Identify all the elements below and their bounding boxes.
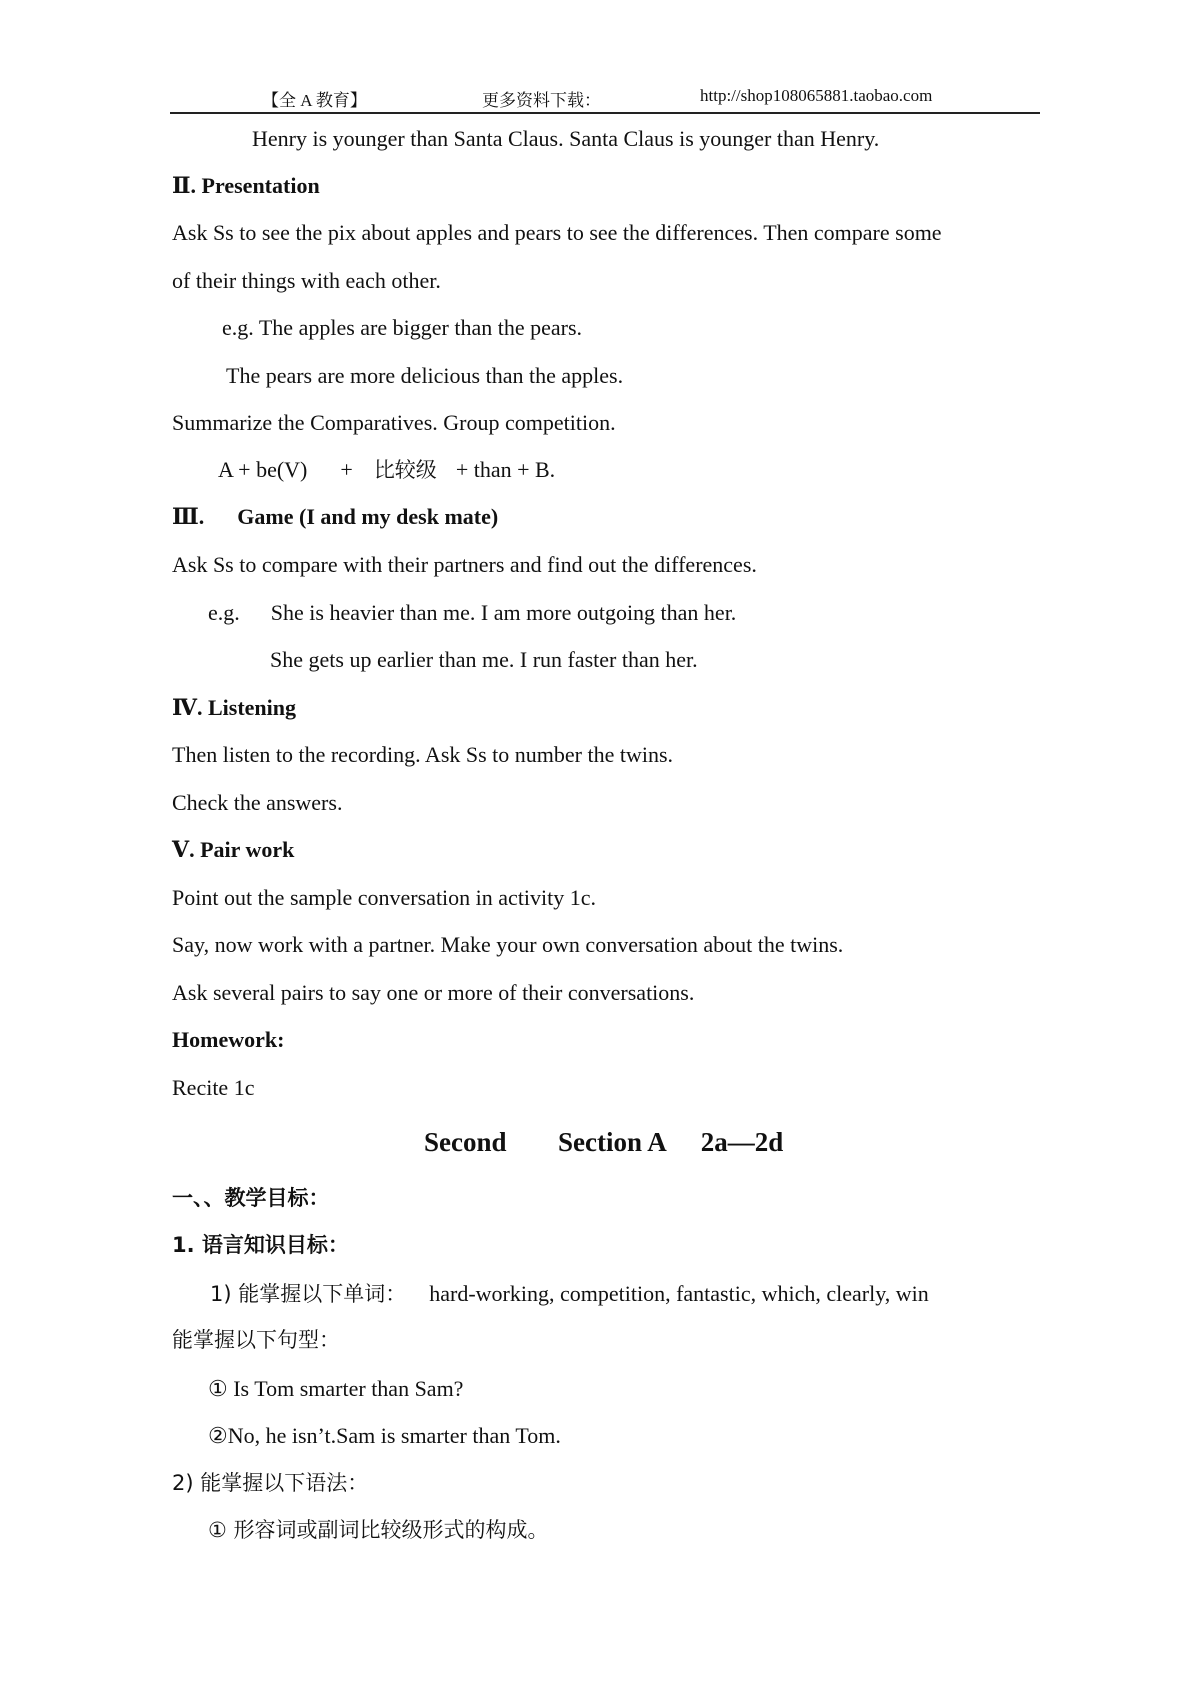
section-title-range: 2a—2d <box>700 1127 784 1157</box>
vocabulary-line <box>210 1281 929 1307</box>
formula-rest: + than + B. <box>455 457 556 482</box>
game-text: Ask Ss to compare with their partners and find out the differences. <box>172 552 757 577</box>
formula-comparative: 比较级 <box>373 458 437 482</box>
game-example-2: She gets up earlier than me. I run faster than her. <box>270 647 698 672</box>
homework-text: Recite 1c <box>172 1075 255 1100</box>
presentation-summary: Summarize the Comparatives. Group competition. <box>172 410 616 435</box>
pairwork-text-1: Point out the sample conversation in activity 1c. <box>172 885 597 910</box>
intro-example: Henry is younger than Santa Claus. Santa Claus is younger than Henry. <box>252 126 880 151</box>
presentation-example-2: The pears are more delicious than the apples. <box>226 363 624 388</box>
section-title-section: Section A <box>558 1127 666 1157</box>
formula-part-a: A + be(V) <box>218 457 308 482</box>
section-title <box>424 1126 783 1158</box>
formula-plus: + <box>340 457 353 482</box>
pairwork-text-2: Say, now work with a partner. Make your own conversation about the twins. <box>172 932 844 957</box>
listening-text-1: Then listen to the recording. Ask Ss to number the twins. <box>172 742 674 767</box>
pairwork-heading: Ⅴ. Pair work <box>172 837 295 862</box>
presentation-text-1: Ask Ss to see the pix about apples and pears to see the differences. Then compare some <box>172 220 942 245</box>
sentence-pattern-1: ① Is Tom smarter than Sam? <box>208 1376 464 1401</box>
game-title: Game (I and my desk mate) <box>237 504 499 529</box>
grammar-label: 2) 能掌握以下语法： <box>172 1471 369 1495</box>
listening-text-2: Check the answers. <box>172 790 343 815</box>
game-example-1 <box>208 600 736 626</box>
page-header <box>170 86 1040 114</box>
sentence-pattern-2: ②No, he isn’t.Sam is smarter than Tom. <box>208 1423 561 1448</box>
game-numeral: Ⅲ. <box>172 504 205 529</box>
language-knowledge-heading: 1. 语言知识目标： <box>172 1233 349 1257</box>
game-heading <box>172 504 498 530</box>
homework-heading: Homework: <box>172 1027 285 1052</box>
header-brand: 【全 A 教育】 <box>262 91 367 110</box>
game-eg-label: e.g. <box>208 600 240 625</box>
listening-heading: Ⅳ. Listening <box>172 695 296 720</box>
header-download-label: 更多资料下载： <box>482 91 601 110</box>
presentation-text-2: of their things with each other. <box>172 268 441 293</box>
header-url[interactable]: http://shop108065881.taobao.com <box>700 86 933 105</box>
vocabulary-label: 1) 能掌握以下单词： <box>210 1282 407 1306</box>
game-example-1-text: She is heavier than me. I am more outgoing than her. <box>270 600 737 625</box>
sentence-patterns-label: 能掌握以下句型： <box>172 1328 340 1352</box>
comparative-formula <box>218 457 555 483</box>
presentation-heading: Ⅱ. Presentation <box>172 173 320 198</box>
pairwork-text-3: Ask several pairs to say one or more of their conversations. <box>172 980 695 1005</box>
objectives-heading: 一、、教学目标： <box>172 1186 330 1210</box>
section-title-second: Second <box>424 1127 507 1157</box>
presentation-example-1: e.g. The apples are bigger than the pears. <box>222 315 583 340</box>
grammar-item-1: ① 形容词或副词比较级形式的构成。 <box>208 1518 549 1542</box>
vocabulary-words: hard-working, competition, fantastic, which, clearly, win <box>429 1281 929 1306</box>
